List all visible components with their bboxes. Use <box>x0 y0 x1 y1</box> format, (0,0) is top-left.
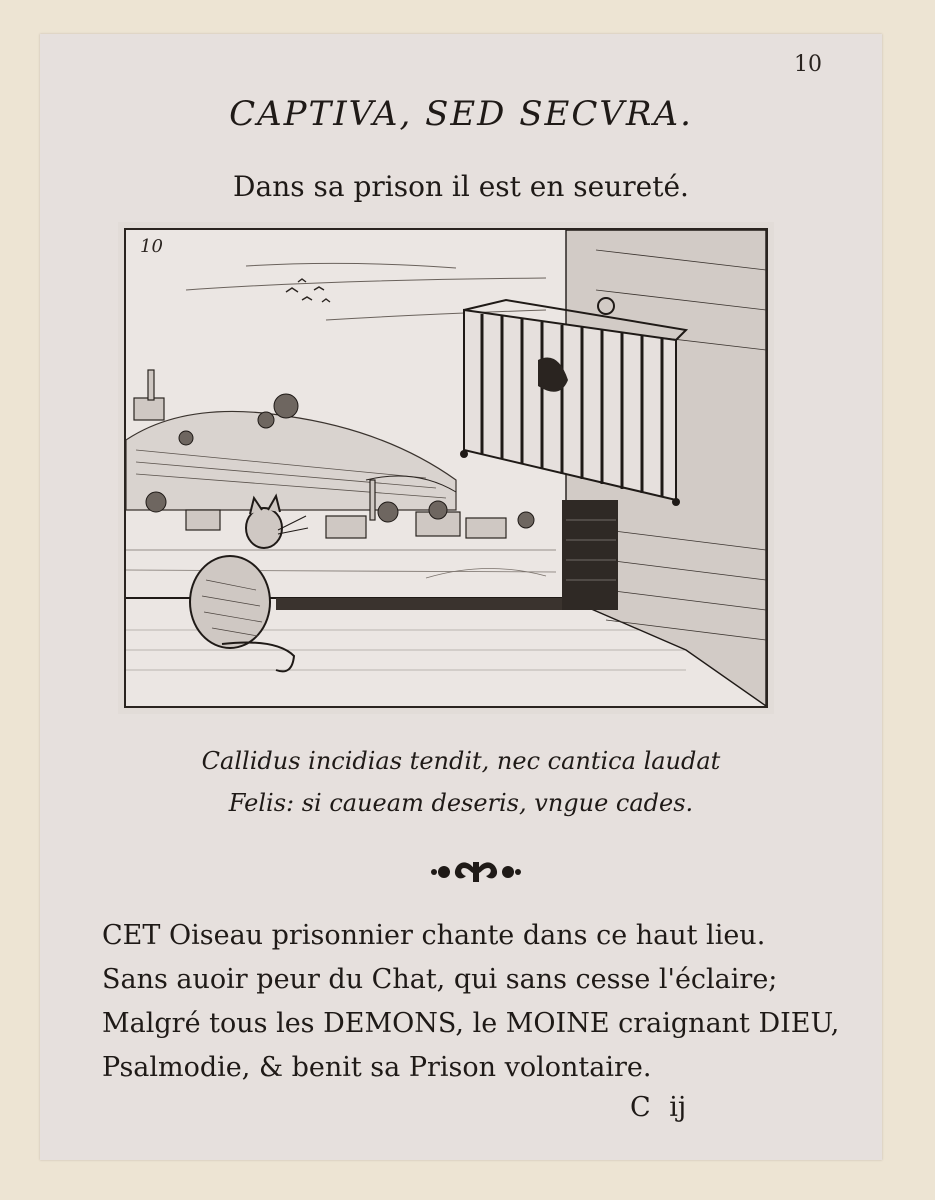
sky-hatching <box>186 263 546 320</box>
french-line: CET Oiseau prisonnier chante dans ce haut lieu. <box>102 920 766 951</box>
hills <box>126 411 456 510</box>
french-line: Malgré tous les DEMONS, le MOINE craignant DIEU, <box>102 1008 840 1039</box>
fleuron-ornament-icon <box>430 856 522 888</box>
page-number: 10 <box>794 52 822 77</box>
french-verse <box>102 914 872 1090</box>
french-subtitle: Dans sa prison il est en seureté. <box>233 170 689 203</box>
latin-line: Felis: si caueam deseris, vngue cades. <box>228 789 694 817</box>
french-line: Psalmodie, & benit sa Prison volontaire. <box>102 1052 652 1083</box>
print-sheet <box>40 34 882 1160</box>
latin-line: Callidus incidias tendit, nec cantica laudat <box>201 747 721 775</box>
motto-title: CAPTIVA, SED SECVRA. <box>229 94 693 134</box>
plate-number: 10 <box>140 236 163 257</box>
plain <box>126 550 556 578</box>
engraving-plate <box>124 228 768 708</box>
engraving-illustration <box>126 230 766 706</box>
french-line: Sans auoir peur du Chat, qui sans cesse l'éclaire; <box>102 964 778 995</box>
signature-mark: C ij <box>630 1092 687 1123</box>
latin-verse <box>40 740 882 824</box>
